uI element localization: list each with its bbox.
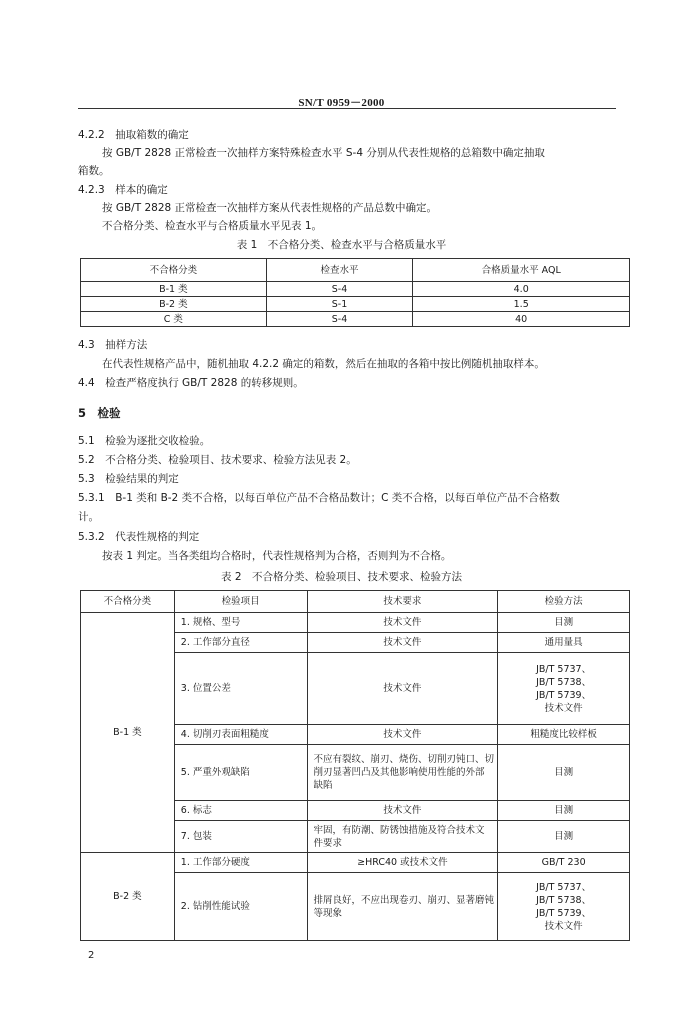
req-cell [307, 873, 498, 941]
item-cell: 5. 严重外观缺陷 [174, 745, 307, 801]
section-5-2: 5.2 不合格分类、检验项目、技术要求、检验方法见表 2。 [78, 454, 357, 466]
table-row [81, 853, 630, 873]
class-cell: B-2 类 [81, 853, 175, 941]
req-cell [307, 613, 498, 633]
table-cell: 40 [413, 312, 630, 327]
table-2-header: 不合格分类 [81, 591, 175, 613]
section-5-3-1-line-1: 5.3.1 B-1 类和 B-2 类不合格，以每百单位产品不合格品数计；C 类不合格，以每百单位产品不合格数 [78, 492, 560, 504]
item-cell: 3. 位置公差 [174, 653, 307, 725]
req-cell [307, 801, 498, 821]
method-line: 目测 [554, 805, 574, 816]
section-5-3-2-line-1: 按表 1 判定。当各类组均合格时，代表性规格判为合格，否则判为不合格。 [102, 550, 452, 562]
table-cell: S-4 [266, 282, 413, 297]
table-1-header: 检查水平 [266, 259, 413, 282]
table-2-header: 检验方法 [498, 591, 630, 613]
method-line: JB/T 5739、 [536, 907, 592, 919]
section-4-2-2-line-2: 箱数。 [78, 165, 110, 177]
req-line: 技术文件 [383, 729, 422, 740]
item-cell: 1. 规格、型号 [174, 613, 307, 633]
method-line: GB/T 230 [541, 857, 586, 868]
method-cell [498, 801, 630, 821]
table-2 [80, 590, 630, 941]
method-line: 粗糙度比较样板 [530, 729, 597, 740]
table-row [81, 312, 630, 327]
item-cell: 2. 钻削性能试验 [174, 873, 307, 941]
req-cell [307, 745, 498, 801]
section-4-3-line-1: 在代表性规格产品中，随机抽取 4.2.2 确定的箱数，然后在抽取的各箱中按比例随机抽取样本。 [102, 358, 545, 370]
table-row [81, 282, 630, 297]
section-4-2-3-title: 4.2.3 样本的确定 [78, 184, 168, 196]
method-cell [498, 745, 630, 801]
table-cell: B-1 类 [81, 282, 267, 297]
running-header: SN/T 0959－2000 [298, 97, 385, 109]
section-5-3-2-title: 5.3.2 代表性规格的判定 [78, 531, 200, 543]
section-5-title: 5 检验 [78, 406, 121, 420]
req-line: 等现象 [313, 907, 343, 919]
method-cell [498, 613, 630, 633]
method-line: 技术文件 [544, 920, 583, 932]
req-line: 技术文件 [383, 637, 422, 648]
table-row [81, 297, 630, 312]
req-line: ≥HRC40 或技术文件 [357, 857, 448, 868]
item-cell: 1. 工作部分硬度 [174, 853, 307, 873]
section-5-1: 5.1 检验为逐批交收检验。 [78, 435, 211, 447]
req-cell [307, 633, 498, 653]
method-line: JB/T 5737、 [536, 881, 592, 893]
item-cell: 4. 切削刃表面粗糙度 [174, 725, 307, 745]
table-cell: S-1 [266, 297, 413, 312]
method-line: JB/T 5738、 [536, 676, 592, 688]
section-4-2-3-line-2: 不合格分类、检查水平与合格质量水平见表 1。 [102, 220, 323, 232]
table-cell: 4.0 [413, 282, 630, 297]
table-cell: C 类 [81, 312, 267, 327]
req-line: 牢固，有防潮、防锈蚀措施及符合技术文 [313, 824, 485, 836]
item-cell: 2. 工作部分直径 [174, 633, 307, 653]
class-cell: B-1 类 [81, 613, 175, 853]
item-cell: 6. 标志 [174, 801, 307, 821]
method-cell [498, 653, 630, 725]
table-1 [80, 258, 630, 327]
method-line: 通用量具 [544, 637, 583, 648]
table-2-header: 技术要求 [307, 591, 498, 613]
section-4-2-2-line-1: 按 GB/T 2828 正常检查一次抽样方案特殊检查水平 S-4 分别从代表性规格的总箱数中确定抽取 [102, 147, 545, 159]
req-line: 件要求 [313, 837, 343, 849]
method-cell [498, 853, 630, 873]
req-line: 技术文件 [383, 805, 422, 816]
table-row [81, 613, 630, 633]
table-1-caption: 表 1 不合格分类、检查水平与合格质量水平 [236, 239, 447, 251]
table-cell: S-4 [266, 312, 413, 327]
req-line: 技术文件 [383, 683, 422, 694]
table-cell: B-2 类 [81, 297, 267, 312]
table-1-header: 不合格分类 [81, 259, 267, 282]
req-cell [307, 653, 498, 725]
section-4-2-2-title: 4.2.2 抽取箱数的确定 [78, 129, 189, 141]
req-line: 削刃显著凹凸及其他影响使用性能的外部 [313, 767, 485, 778]
header-rule [78, 108, 616, 109]
table-1-header: 合格质量水平 AQL [413, 259, 630, 282]
method-line: 目测 [554, 831, 574, 842]
req-cell [307, 853, 498, 873]
req-line: 排屑良好，不应出现卷刃、崩刃、显著磨钝 [313, 894, 495, 906]
method-line: JB/T 5739、 [536, 689, 592, 701]
method-cell [498, 633, 630, 653]
method-line: 目测 [554, 617, 574, 628]
req-line: 缺陷 [313, 780, 333, 791]
section-5-3-1-line-2: 计。 [78, 511, 99, 523]
method-line: JB/T 5738、 [536, 894, 592, 906]
table-2-caption: 表 2 不合格分类、检验项目、技术要求、检验方法 [220, 571, 463, 583]
item-cell: 7. 包装 [174, 821, 307, 853]
section-4-3-title: 4.3 抽样方法 [78, 339, 148, 351]
section-4-4: 4.4 检查严格度执行 GB/T 2828 的转移规则。 [78, 377, 304, 389]
req-line: 不应有裂纹、崩刃、烧伤、切削刃钝口、切 [313, 754, 495, 765]
table-2-header: 检验项目 [174, 591, 307, 613]
method-line: 技术文件 [544, 702, 583, 714]
section-5-3: 5.3 检验结果的判定 [78, 473, 179, 485]
method-line: JB/T 5737、 [536, 663, 592, 675]
req-cell [307, 725, 498, 745]
table-cell: 1.5 [413, 297, 630, 312]
section-4-2-3-line-1: 按 GB/T 2828 正常检查一次抽样方案从代表性规格的产品总数中确定。 [102, 202, 438, 214]
method-line: 目测 [554, 767, 574, 778]
method-cell [498, 725, 630, 745]
req-line: 技术文件 [383, 617, 422, 628]
method-cell [498, 821, 630, 853]
page-number: 2 [88, 950, 95, 961]
req-cell [307, 821, 498, 853]
method-cell [498, 873, 630, 941]
